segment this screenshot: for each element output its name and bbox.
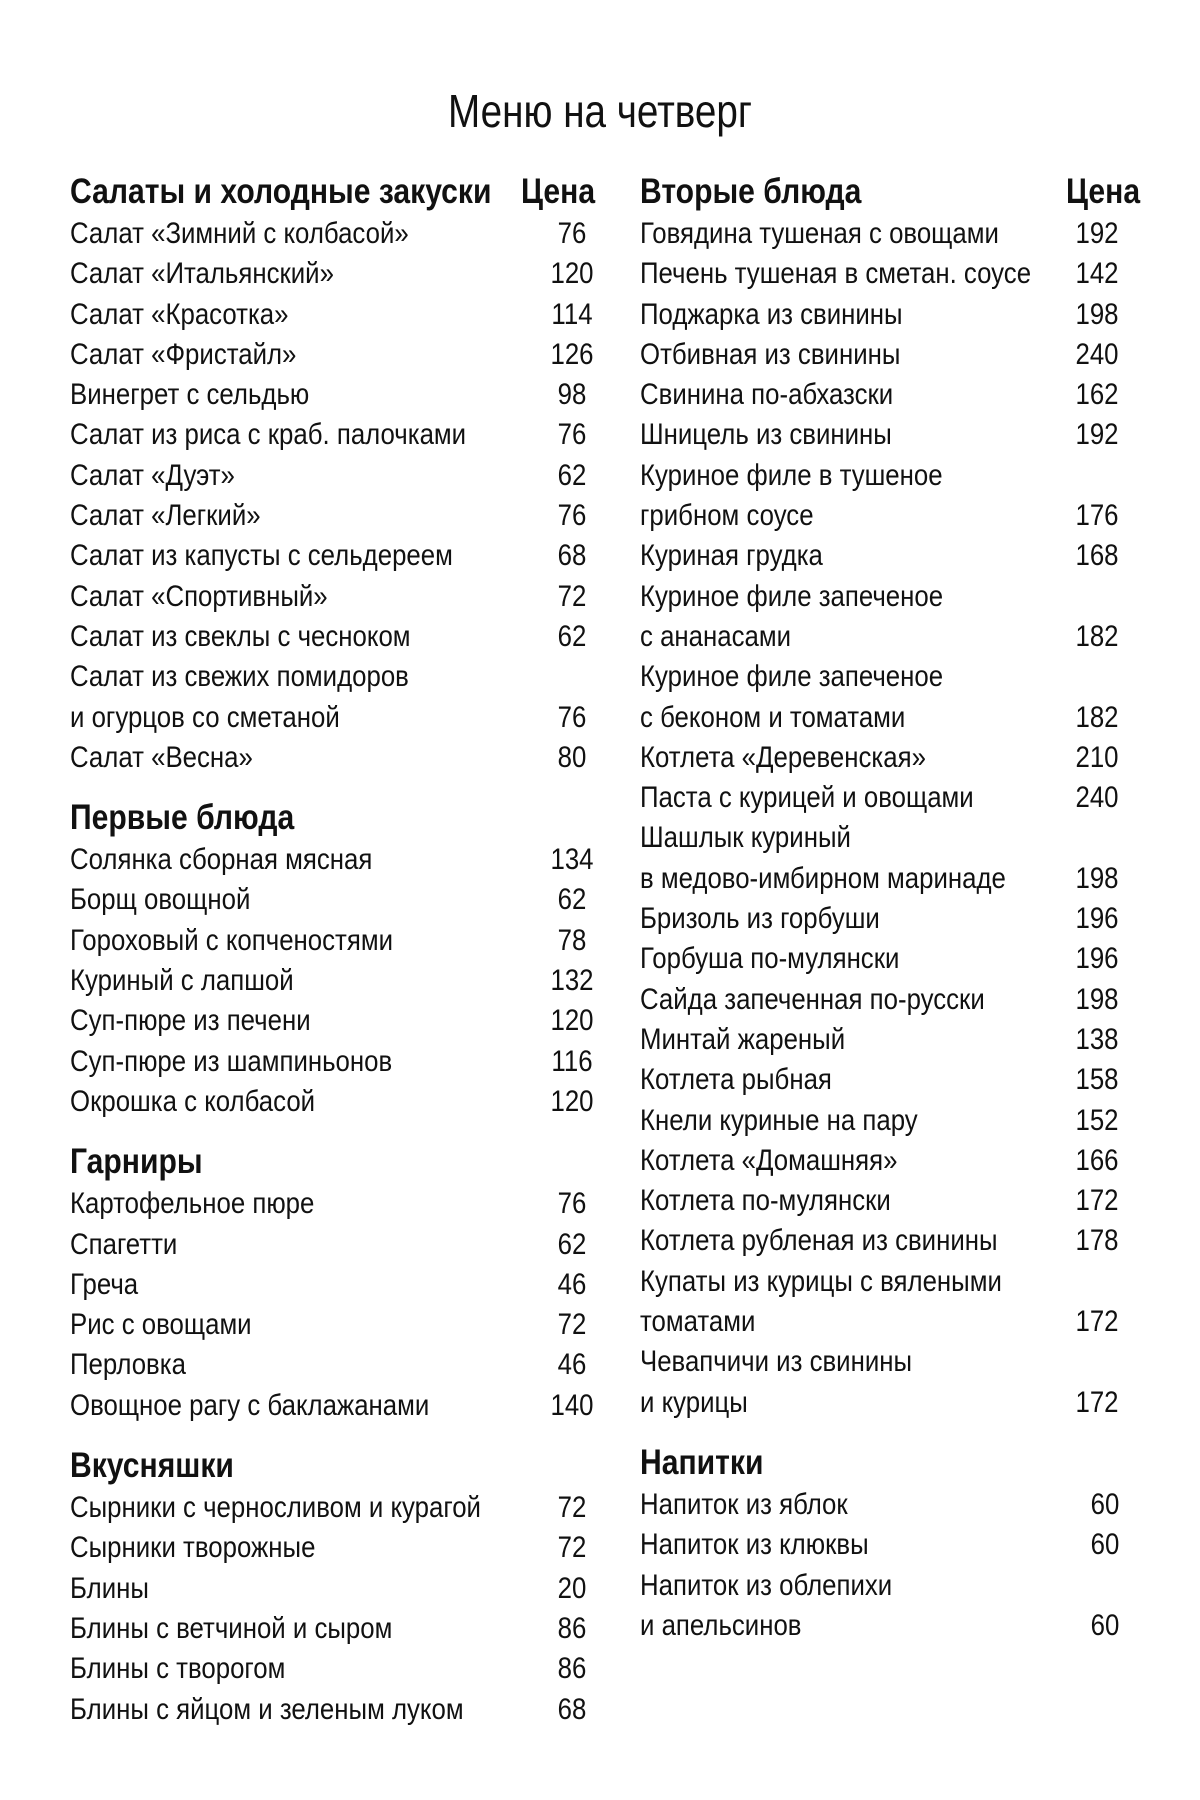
menu-section	[640, 1441, 1140, 1646]
menu-item-price: 196	[1075, 942, 1119, 976]
menu-item-name	[70, 840, 595, 880]
menu-item-price: 62	[557, 458, 587, 492]
menu-item-name	[70, 617, 595, 657]
menu-item-name	[70, 1001, 595, 1041]
menu-item-name	[70, 577, 595, 617]
menu-item-name	[640, 1060, 1140, 1100]
menu-item	[640, 980, 1140, 1020]
menu-item	[70, 415, 595, 455]
menu-item-name	[70, 214, 595, 254]
menu-item	[70, 577, 595, 617]
menu-item-price: 46	[557, 1348, 587, 1382]
menu-item-price: 198	[1075, 297, 1119, 331]
price-column-header: Цена	[1065, 172, 1140, 211]
menu-item-name-line: и огурцов со сметаной	[70, 700, 340, 734]
menu-item-price: 140	[550, 1388, 594, 1422]
menu-item-name-line: Кнели куриные на пару	[640, 1103, 918, 1137]
menu-item-price: 62	[557, 619, 587, 653]
section-header	[640, 1441, 1140, 1485]
menu-item-name-line: Куриное филе запеченое	[640, 660, 944, 694]
menu-item-name-line: с беконом и томатами	[640, 700, 906, 734]
menu-item	[70, 295, 595, 335]
menu-item	[70, 1184, 595, 1224]
menu-item-name-line: Картофельное пюре	[70, 1187, 315, 1221]
menu-item-price: 172	[1075, 1305, 1119, 1339]
menu-item	[70, 880, 595, 920]
menu-item	[640, 899, 1140, 939]
menu-item-price: 80	[557, 740, 587, 774]
menu-item-name	[640, 1101, 1140, 1141]
menu-item-name-line: Суп-пюре из печени	[70, 1004, 311, 1038]
menu-item-price: 182	[1075, 619, 1119, 653]
menu-item-name	[70, 921, 595, 961]
menu-item-name-line: Котлета «Домашняя»	[640, 1143, 898, 1177]
menu-item	[640, 456, 1140, 537]
menu-item-name-line: Отбивная из свинины	[640, 337, 901, 371]
menu-item-name-line: Поджарка из свинины	[640, 297, 903, 331]
menu-item-price: 168	[1075, 539, 1119, 573]
menu-section	[640, 170, 1140, 1423]
menu-item-price: 114	[551, 297, 593, 331]
menu-item-name-line: Чевапчичи из свинины	[640, 1345, 913, 1379]
menu-item	[70, 1082, 595, 1122]
menu-item-name	[70, 961, 595, 1001]
menu-item-name-line: Перловка	[70, 1348, 186, 1382]
menu-item-price: 72	[557, 1491, 587, 1525]
menu-item-name-line: Сайда запеченная по-русски	[640, 982, 985, 1016]
menu-item-name-line: и апельсинов	[640, 1608, 802, 1642]
menu-item-name	[640, 1525, 1140, 1565]
menu-item-name	[70, 880, 595, 920]
menu-item	[640, 254, 1140, 294]
menu-item-price: 98	[557, 378, 587, 412]
menu-item-price: 240	[1075, 337, 1119, 371]
menu-item-name-line: Солянка сборная мясная	[70, 843, 373, 877]
menu-item	[70, 214, 595, 254]
menu-item-name-line: Спагетти	[70, 1227, 178, 1261]
menu-item	[640, 415, 1140, 455]
menu-section	[70, 1140, 595, 1426]
menu-item	[70, 1488, 595, 1528]
menu-item-name-line: Рис с овощами	[70, 1308, 252, 1342]
menu-item-price: 152	[1075, 1103, 1119, 1137]
menu-item-name-line: Горбуша по-мулянски	[640, 942, 900, 976]
menu-item-price: 68	[557, 1692, 587, 1726]
menu-item-name-line: Бризоль из горбуши	[640, 902, 880, 936]
menu-item-name	[640, 1020, 1140, 1060]
menu-item-name-line: грибном соусе	[640, 499, 814, 533]
menu-item-name	[70, 1528, 595, 1568]
menu-item-name-line: Купаты из курицы с вялеными	[640, 1264, 1002, 1298]
menu-item-name	[640, 254, 1140, 294]
menu-item-name	[640, 415, 1140, 455]
menu-item	[70, 375, 595, 415]
menu-item	[70, 254, 595, 294]
menu-item-name-line: Блины с ветчиной и сыром	[70, 1611, 393, 1645]
menu-item-price: 86	[557, 1652, 587, 1686]
menu-item	[640, 1020, 1140, 1060]
section-title: Первые блюда	[70, 798, 295, 838]
menu-item-name-line: Напиток из клюквы	[640, 1528, 869, 1562]
menu-item-name	[640, 939, 1140, 979]
menu-item-name-line: Суп-пюре из шампиньонов	[70, 1044, 393, 1078]
menu-item-name	[70, 1265, 595, 1305]
menu-item	[70, 1042, 595, 1082]
section-title: Вторые блюда	[640, 172, 862, 211]
menu-item-name	[640, 1485, 1140, 1525]
menu-item-name-line: Напиток из облепихи	[640, 1568, 893, 1602]
menu-item	[640, 1525, 1140, 1565]
menu-item-name-line: Винегрет с сельдью	[70, 378, 310, 412]
menu-item-price: 68	[557, 539, 587, 573]
menu-item	[70, 1265, 595, 1305]
menu-item-name	[70, 496, 595, 536]
menu-item-name	[70, 415, 595, 455]
menu-item-name-line: Окрошка с колбасой	[70, 1084, 316, 1118]
menu-item-name-line: Паста с курицей и овощами	[640, 781, 974, 815]
menu-item-name-line: Овощное рагу с баклажанами	[70, 1388, 430, 1422]
menu-item-name-line: с ананасами	[640, 619, 792, 653]
section-title: Вкусняшки	[70, 1446, 234, 1486]
menu-item-price: 60	[1090, 1608, 1120, 1642]
menu-item-name	[640, 1181, 1140, 1221]
menu-item-name-line: Салат «Фристайл»	[70, 337, 297, 371]
menu-item-name	[640, 577, 1140, 658]
menu-item-price: 20	[557, 1571, 587, 1605]
menu-item-name-line: Напиток из яблок	[640, 1487, 848, 1521]
menu-item-name	[640, 818, 1140, 899]
section-header	[70, 1444, 595, 1488]
menu-item-name	[70, 657, 595, 738]
menu-item-name-line: и курицы	[640, 1385, 748, 1419]
menu-item	[640, 657, 1140, 738]
menu-item-name	[640, 899, 1140, 939]
menu-item-price: 178	[1075, 1224, 1119, 1258]
menu-item-name	[70, 1082, 595, 1122]
menu-item-name-line: Сырники творожные	[70, 1531, 316, 1565]
menu-item-price: 142	[1075, 257, 1119, 291]
menu-item	[70, 1609, 595, 1649]
menu-item	[640, 577, 1140, 658]
menu-item-price: 120	[550, 1004, 594, 1038]
menu-item-name	[70, 375, 595, 415]
menu-item	[70, 657, 595, 738]
menu-item	[70, 1528, 595, 1568]
menu-item-name-line: Салат «Итальянский»	[70, 257, 334, 291]
menu-item-name-line: Свинина по-абхазски	[640, 378, 894, 412]
menu-item-price: 86	[557, 1611, 587, 1645]
menu-item-name-line: Сырники с черносливом и курагой	[70, 1491, 481, 1525]
menu-item-name-line: Котлета по-мулянски	[640, 1184, 891, 1218]
menu-item-price: 60	[1090, 1528, 1120, 1562]
menu-item-name	[70, 335, 595, 375]
menu-item-name-line: Салат «Дуэт»	[70, 458, 235, 492]
menu-item-name-line: Минтай жареный	[640, 1022, 846, 1056]
menu-item-name	[640, 1141, 1140, 1181]
menu-item-price: 72	[557, 1308, 587, 1342]
menu-item-name	[70, 1305, 595, 1345]
menu-item-name-line: Салат «Зимний с колбасой»	[70, 217, 409, 250]
menu-item	[640, 818, 1140, 899]
menu-item-name-line: Котлета рыбная	[640, 1063, 832, 1097]
section-header	[70, 170, 595, 214]
menu-item-price: 76	[557, 499, 587, 533]
menu-item-price: 120	[550, 257, 594, 291]
menu-item-price: 240	[1075, 781, 1119, 815]
menu-item-name-line: Куриный с лапшой	[70, 964, 294, 998]
menu-item	[70, 1386, 595, 1426]
menu-item	[70, 961, 595, 1001]
menu-item-name-line: Котлета «Деревенская»	[640, 740, 926, 774]
page-title: Меню на четверг	[448, 85, 752, 137]
menu-section	[70, 796, 595, 1122]
menu-item-name-line: Салат «Красотка»	[70, 297, 289, 331]
menu-item-name	[70, 1386, 595, 1426]
menu-item-price: 192	[1075, 217, 1119, 250]
menu-item-price: 76	[557, 1187, 587, 1221]
menu-section	[70, 1444, 595, 1730]
menu-item-price: 172	[1075, 1385, 1119, 1419]
menu-item	[640, 738, 1140, 778]
menu-item-name-line: Гороховый с копченостями	[70, 923, 393, 957]
menu-item-name	[640, 1342, 1140, 1423]
menu-item-price: 138	[1075, 1022, 1119, 1056]
menu-item	[70, 1690, 595, 1730]
menu-item-name-line: Блины с творогом	[70, 1652, 286, 1686]
menu-item	[70, 1305, 595, 1345]
menu-item-price: 210	[1075, 740, 1119, 774]
menu-item-price: 192	[1075, 418, 1119, 452]
menu-item-name	[70, 738, 595, 778]
menu-item	[70, 1569, 595, 1609]
menu-item-name-line: Шницель из свинины	[640, 418, 892, 452]
menu-item-name	[70, 1609, 595, 1649]
menu-item-name	[70, 1345, 595, 1385]
menu-item-price: 78	[557, 923, 587, 957]
menu-column-right	[640, 170, 1140, 1664]
menu-item	[640, 939, 1140, 979]
menu-item	[70, 1001, 595, 1041]
menu-item-name	[70, 1649, 595, 1689]
menu-item	[640, 335, 1140, 375]
menu-item-name-line: Блины с яйцом и зеленым луком	[70, 1692, 464, 1726]
menu-item-price: 76	[557, 418, 587, 452]
menu-item-price: 132	[550, 964, 594, 998]
menu-item-price: 72	[557, 579, 587, 613]
section-header	[70, 796, 595, 840]
menu-item-name-line: Куриное филе в тушеное	[640, 458, 943, 492]
menu-item-name-line: Салат из свеклы с чесноком	[70, 619, 411, 653]
menu-item-price: 76	[557, 700, 587, 734]
menu-item	[70, 617, 595, 657]
menu-item	[70, 456, 595, 496]
section-header	[70, 1140, 595, 1184]
menu-item-name	[70, 1569, 595, 1609]
menu-item-name	[70, 1042, 595, 1082]
menu-item-name-line: Куриное филе запеченое	[640, 579, 944, 613]
menu-item	[640, 1342, 1140, 1423]
menu-item	[70, 1225, 595, 1265]
menu-item-name	[640, 214, 1140, 254]
menu-item	[70, 921, 595, 961]
menu-item-name-line: Салат «Весна»	[70, 740, 253, 774]
section-title: Напитки	[640, 1442, 764, 1482]
menu-item-name	[640, 1262, 1140, 1343]
menu-item-name-line: Борщ овощной	[70, 883, 251, 917]
menu-item	[640, 1485, 1140, 1525]
menu-item-name	[640, 456, 1140, 537]
menu-item-price: 116	[551, 1044, 593, 1078]
menu-item-name-line: Говядина тушеная с овощами	[640, 217, 999, 250]
menu-item-price: 134	[550, 843, 594, 877]
menu-item-name-line: в медово-имбирном маринаде	[640, 861, 1006, 895]
menu-item-name-line: Салат «Легкий»	[70, 499, 261, 533]
menu-item	[70, 840, 595, 880]
menu-item-price: 72	[557, 1531, 587, 1565]
menu-item-price: 196	[1075, 902, 1119, 936]
menu-item	[70, 738, 595, 778]
menu-item-price: 120	[550, 1084, 594, 1118]
menu-item	[70, 1649, 595, 1689]
menu-item	[640, 214, 1140, 254]
menu-item-price: 126	[550, 337, 594, 371]
menu-item-price: 182	[1075, 700, 1119, 734]
menu-item-name	[70, 1690, 595, 1730]
menu-item	[640, 536, 1140, 576]
menu-item-price: 162	[1075, 378, 1119, 412]
menu-section	[70, 170, 595, 778]
menu-item-name	[640, 1566, 1140, 1647]
menu-item-name-line: Котлета рубленая из свинины	[640, 1224, 998, 1258]
menu-item-name-line: Греча	[70, 1267, 139, 1301]
menu-item-price: 60	[1090, 1487, 1120, 1521]
menu-item	[640, 1101, 1140, 1141]
price-column-header: Цена	[520, 172, 595, 211]
menu-item	[70, 1345, 595, 1385]
menu-item-price: 46	[557, 1267, 587, 1301]
menu-item-name	[640, 335, 1140, 375]
menu-item-name	[640, 1221, 1140, 1261]
menu-item-name-line: Шашлык куриный	[640, 821, 851, 855]
section-header	[640, 170, 1140, 214]
section-title: Салаты и холодные закуски	[70, 172, 492, 211]
menu-item-price: 166	[1075, 1143, 1119, 1177]
menu-item-price: 198	[1075, 982, 1119, 1016]
menu-item-name-line: Салат из капусты с сельдереем	[70, 539, 453, 573]
menu-item	[70, 335, 595, 375]
menu-item-name	[70, 1488, 595, 1528]
menu-item-name-line: Блины	[70, 1571, 149, 1605]
menu-item-name	[640, 375, 1140, 415]
menu-item-price: 198	[1075, 861, 1119, 895]
menu-item-price: 62	[557, 1227, 587, 1261]
menu-item-name	[70, 536, 595, 576]
menu-item	[640, 1181, 1140, 1221]
menu-item-name-line: томатами	[640, 1305, 756, 1339]
menu-item	[640, 778, 1140, 818]
menu-item	[640, 1566, 1140, 1647]
menu-item-price: 176	[1075, 499, 1119, 533]
menu-item	[70, 496, 595, 536]
menu-item-name	[640, 980, 1140, 1020]
menu-item	[640, 1141, 1140, 1181]
section-title: Гарниры	[70, 1142, 203, 1182]
menu-item-name-line: Салат «Спортивный»	[70, 579, 328, 613]
menu-item	[640, 375, 1140, 415]
menu-column-left	[70, 170, 595, 1748]
menu-item-name-line: Салат из риса с краб. палочками	[70, 418, 467, 452]
menu-item-name	[640, 295, 1140, 335]
menu-item	[70, 536, 595, 576]
menu-item-name	[640, 657, 1140, 738]
menu-item-price: 172	[1075, 1184, 1119, 1218]
menu-item-price: 76	[557, 217, 587, 250]
menu-item-name-line: Куриная грудка	[640, 539, 823, 573]
menu-item	[640, 1060, 1140, 1100]
menu-item	[640, 1221, 1140, 1261]
menu-item-name	[70, 456, 595, 496]
menu-item-name	[70, 1225, 595, 1265]
menu-item-name-line: Печень тушеная в сметан. соусе	[640, 257, 1032, 291]
menu-item-name-line: Салат из свежих помидоров	[70, 660, 409, 694]
menu-item-name	[70, 295, 595, 335]
menu-item	[640, 295, 1140, 335]
menu-item-price: 62	[557, 883, 587, 917]
menu-item-name	[70, 1184, 595, 1224]
menu-item-name	[640, 778, 1140, 818]
menu-item-name	[640, 738, 1140, 778]
menu-item-name	[70, 254, 595, 294]
menu-item-price: 158	[1075, 1063, 1119, 1097]
menu-item-name	[640, 536, 1140, 576]
menu-item	[640, 1262, 1140, 1343]
